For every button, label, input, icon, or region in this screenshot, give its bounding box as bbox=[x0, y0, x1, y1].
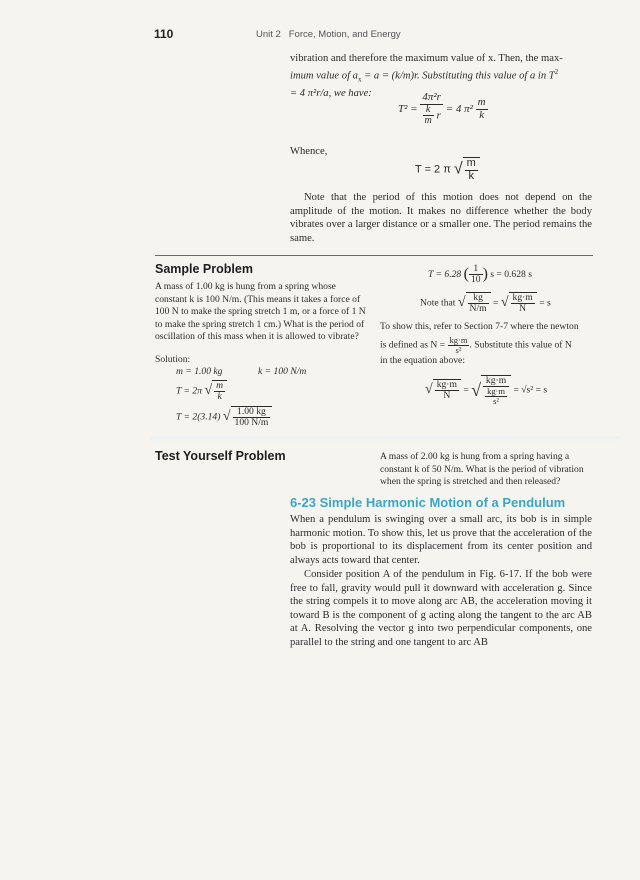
test-yourself-heading: Test Yourself Problem bbox=[155, 449, 286, 463]
section-paragraph-2: Consider position A of the pendulum in Fig. 6-17. If the bob were free to fall, gravity would pull it downward with acceleration g. Since the string compels it to move along arc AB, the acceleration moving it toward B is the component of g acting along the tangent to the arc AB at A. Resolving the vector g into two perpendicular components, one parallel to the string and one tangent to arc AB bbox=[290, 569, 592, 648]
intro-line-1: vibration and therefore the maximum value of x. Then, the max- bbox=[290, 53, 563, 64]
sample-equation-a: T = 2π √ $\frac{m}{k}$ bbox=[176, 380, 227, 402]
newton-explanation: To show this, refer to Section 7-7 where the newton is defined as N = $\frac{kg\cdot m}{\text{s²}}$ . Substitute this value of N in the equation above: bbox=[380, 321, 579, 367]
test-yourself-text: A mass of 2.00 kg is hung from a spring having a constant k of 50 N/m. What is the period of vibration when the spring is stretched and then released? bbox=[380, 451, 584, 488]
solution-label: Solution: bbox=[155, 354, 191, 365]
shaded-band bbox=[150, 436, 620, 442]
intro-line-2: imum value of $a_x = a = (k/m)r$. Substituting this value of a in $T^2$ bbox=[290, 67, 559, 84]
period-equation-1: T² = 4π²r $\frac{k}{m}$ r = 4 π² $\frac{m}{k}$ bbox=[398, 91, 486, 127]
sample-problem-text: A mass of 1.00 kg is hung from a spring whose constant k is 100 N/m. (This means it takes a force of 100 N to make the spring stretch 1 m, or a force of 1 N to make the spring stretch 1 cm.) What is the period of oscillation of this mass when it is allowed to vibrate? bbox=[155, 281, 366, 343]
running-head: Unit 2 Force, Motion, and Energy bbox=[256, 29, 401, 40]
final-unit-equation: √ $\frac{kg\cdot m}{N}$ = √ $\frac{kg\cdot m}{\frac{kg\cdot m}{\text{s²}}}$ = √s² = s bbox=[425, 375, 548, 406]
sample-equation-b: T = 2(3.14) √ $\frac{1.00 kg}{100 N/m}$ bbox=[176, 406, 272, 428]
period-equation-2: T = 2 π √ $\frac{m}{k}$ bbox=[415, 157, 480, 182]
note-paragraph: Note that the period of this motion does not depend on the amplitude of the motion. It makes no difference whether the body vibrates over a larger distance or a smaller one. The period remains the same. bbox=[290, 192, 592, 244]
page-number: 110 bbox=[154, 27, 174, 41]
sample-problem-heading: Sample Problem bbox=[155, 262, 253, 276]
given-spring-constant: k = 100 N/m bbox=[258, 366, 307, 377]
section-divider bbox=[155, 255, 593, 256]
intro-line-3: = 4 π²r/a, we have: bbox=[290, 87, 372, 99]
unit-check-equation: Note that √ $\frac{kg}{N/m}$ = √ $\frac{kg\cdot m}{N}$ = s bbox=[420, 292, 551, 315]
whence-label: Whence, bbox=[290, 146, 328, 157]
given-mass: m = 1.00 kg bbox=[176, 366, 223, 377]
section-paragraph-1: When a pendulum is swinging over a small arc, its bob is in simple harmonic motion. To show this, let us prove that the acceleration of the bob is proportional to its displacement from its center position and always acts toward that center. bbox=[290, 514, 592, 566]
sample-equation-c: T = 6.28 ( $\frac{1}{10}$ ) s = 0.628 s bbox=[428, 263, 532, 286]
section-title: 6-23 Simple Harmonic Motion of a Pendulum bbox=[290, 495, 566, 510]
